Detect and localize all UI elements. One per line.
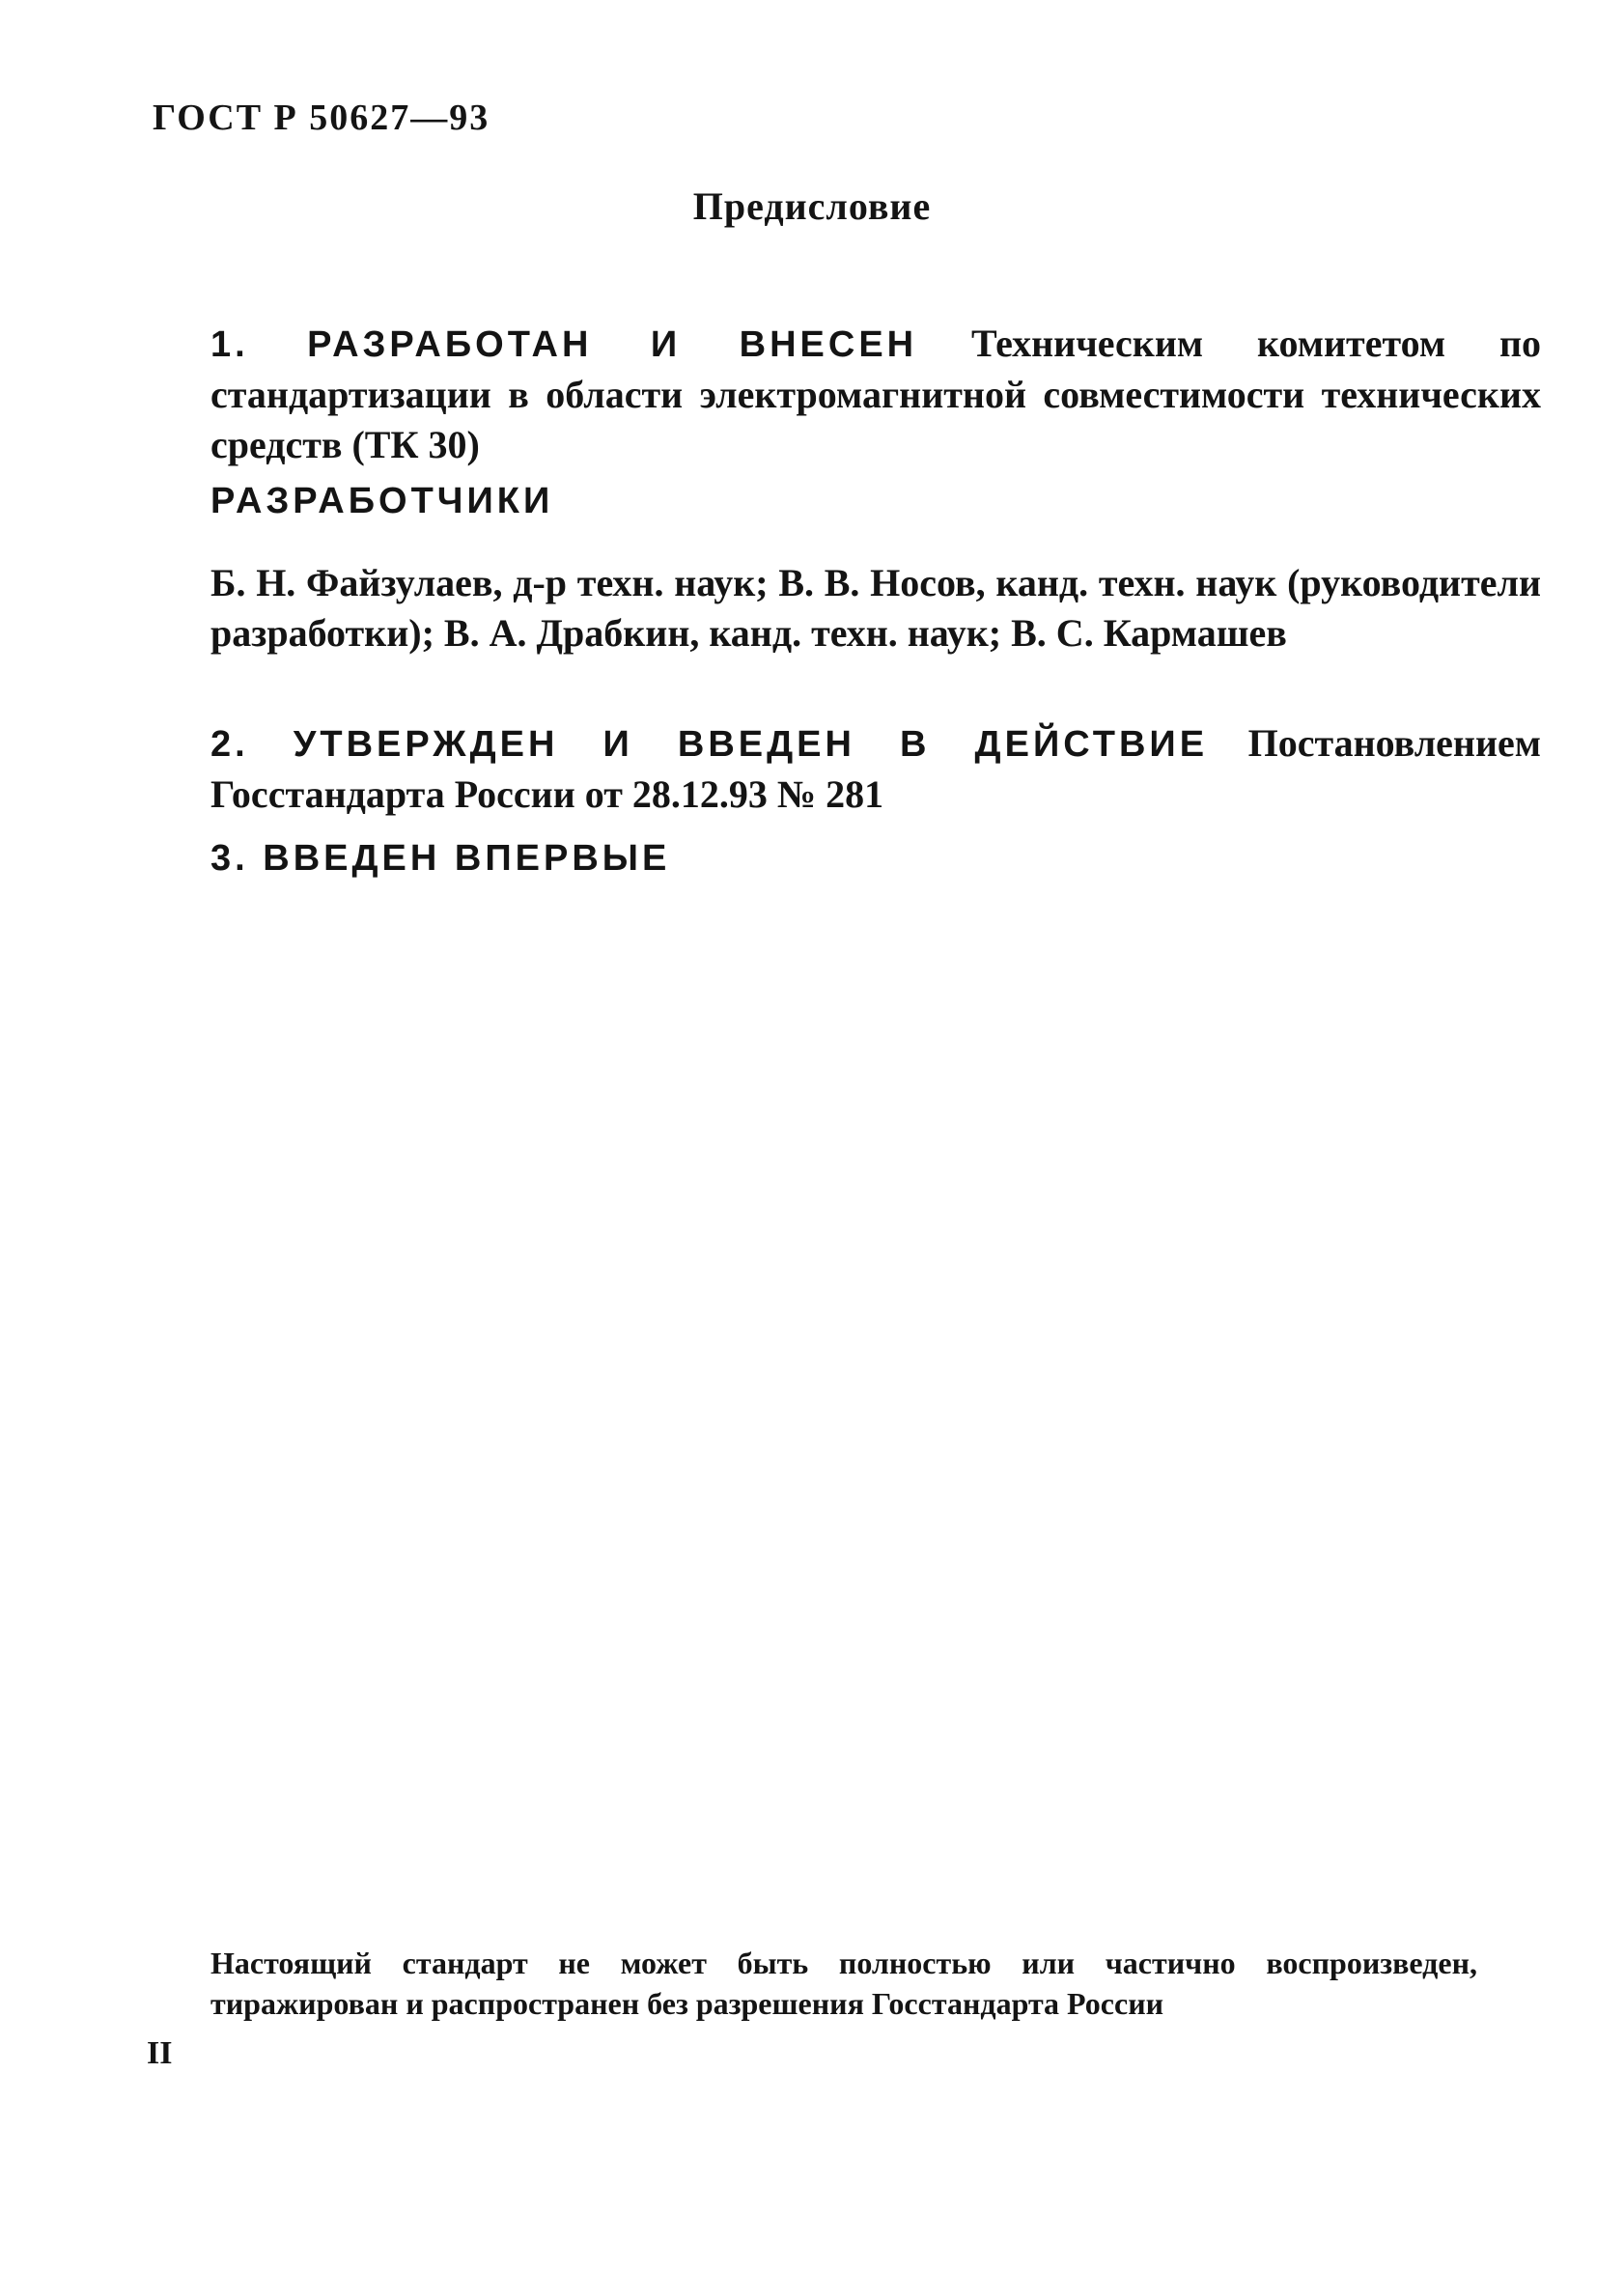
standard-code: ГОСТ Р 50627—93 (153, 98, 490, 138)
item-2-paragraph (147, 718, 1541, 820)
item-3-paragraph (147, 832, 1541, 883)
page-number: II (147, 2035, 173, 2071)
item-2-text: Постановлением Госстандарта России от 28.12.93 № 281 (210, 721, 1542, 816)
copyright-notice (147, 1943, 1477, 2024)
developers-text: Б. Н. Файзулаев, д-р техн. наук; В. В. Носов, канд. техн. наук (руководители разработки); В. А. Драбкин, канд. техн. наук; В. С. Кармашев (210, 561, 1541, 655)
page-title: Предисловие (692, 184, 932, 228)
item-3-label: 3. ВВЕДЕН ВПЕРВЫЕ (210, 838, 671, 879)
item-1-text: Техническим комитетом по стандартизации в области электромагнитной совместимости технических средств (ТК 30) (210, 322, 1542, 466)
copyright-notice-text: Настоящий стандарт не может быть полностью или частично воспроизведен, тиражирован и распространен без разрешения Госстандарта России (210, 1946, 1477, 2021)
item-2-label: 2. УТВЕРЖДЕН И ВВЕДЕН В ДЕЙСТВИЕ (210, 724, 1209, 765)
item-1-label: 1. РАЗРАБОТАН И ВНЕСЕН (210, 324, 918, 365)
developers-heading: РАЗРАБОТЧИКИ (210, 481, 554, 521)
item-1-paragraph (147, 319, 1541, 470)
developers-paragraph (147, 558, 1541, 658)
